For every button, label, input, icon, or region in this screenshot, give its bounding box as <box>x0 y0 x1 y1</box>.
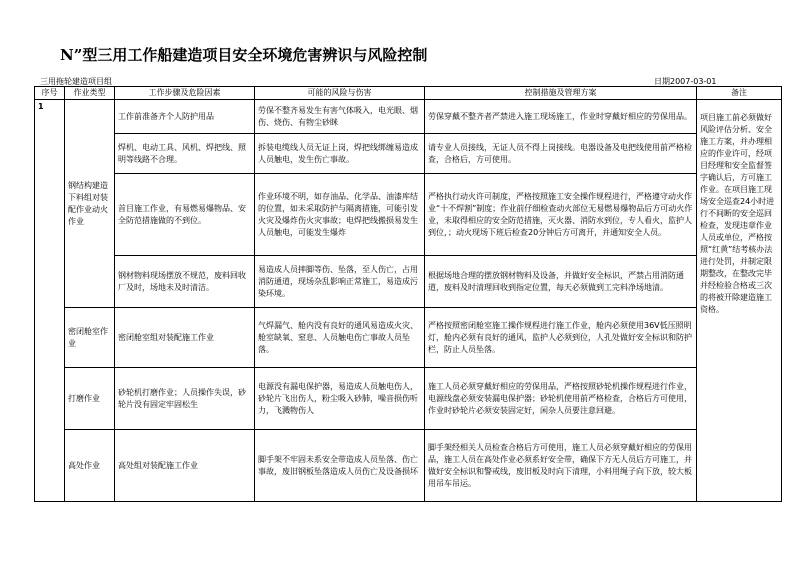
header-controls: 控制措施及管理方案 <box>425 87 697 100</box>
project-group-label: 三用拖轮建造项目组 <box>40 77 112 86</box>
risk-cell: 拆装电缆线人员无证上岗，焊把线绑缠易造成人员触电，发生伤亡事故。 <box>255 134 425 174</box>
risk-cell: 作业环境不明，如存油品、化学品、油漆库结的位置，如未采取防护与隔离措施，可能引发火灾及爆炸伤火灾事故；电焊把线搬损易发生人员触电，可能发生爆炸 <box>255 174 425 256</box>
table-row <box>35 308 782 368</box>
control-cell: 请专业人员接线，无证人员不得上岗接线。电器设备及电把线使用前严格检查，合格后，方可使用。 <box>425 134 697 174</box>
control-cell: 劳保穿戴不整齐者严禁进入施工现场施工，作业时穿戴好相应的劳保用品。 <box>425 100 697 134</box>
table-row <box>35 100 782 134</box>
category-height: 高处作业 <box>65 430 115 502</box>
header-risks: 可能的风险与伤害 <box>255 87 425 100</box>
category-confined: 密闭舱室作业 <box>65 308 115 368</box>
risk-table <box>34 86 782 502</box>
date-label: 日期2007-03-01 <box>654 77 717 86</box>
remark-cell: 项目施工前必须做好风险评估分析、安全施工方案，并办理相应的作业许可，经项目经理和安全监督签字确认后，方可施工作业。在项目施工现场安全巡查24小时进行不间断的安全巡回检查，发现违章作业人员或单位，严格按照“红黄”结考核办法进行处罚，并制定限期整改，在整改完毕并经检验合格或三次的将被开除建造施工资格。 <box>697 100 782 502</box>
table-header-row <box>35 87 782 100</box>
risk-cell: 气焊漏气、舱内没有良好的通风易造成火灾、舱室缺氧、窒息、人员触电伤亡事故人员坠落。 <box>255 308 425 368</box>
control-cell: 严格执行动火许可制度，严格按照施工安全操作规程进行，严格遵守动火作业“十不焊割”制度；作业前仔细检查动火部位无易燃易爆物品后方可动火作业，未取得相应的安全防范措施，灭火器、消防水到位，专人看火，监护人到位，；动火现场下班后检查20分钟后方可离开，并通知安全人员。 <box>425 174 697 256</box>
table-row <box>35 430 782 502</box>
category-grinding: 打磨作业 <box>65 368 115 430</box>
control-cell: 脚手架经相关人员检查合格后方可使用，施工人员必须穿戴好相应的劳保用品，施工人员在高处作业必须系好安全带，确保下方无人员后方可施工，并做好安全标识和警戒线，废旧板及时向下清理，小料用绳子向下放，较大板用吊车吊运。 <box>425 430 697 502</box>
category-steel: 钢结构建造下料组对装配作业动火作业 <box>65 100 115 308</box>
step-cell: 砂轮机打磨作业；人员操作失误，砂轮片没有固定牢固松生 <box>115 368 255 430</box>
header-no: 序号 <box>35 87 65 100</box>
page-title: N”型三用工作船建造项目安全环境危害辨识与风险控制 <box>60 46 428 64</box>
header-work-type: 作业类型 <box>65 87 115 100</box>
header-remark: 备注 <box>697 87 782 100</box>
row-number: 1 <box>35 100 65 502</box>
step-cell: 工作前准备齐个人防护用品 <box>115 100 255 134</box>
table-row <box>35 174 782 256</box>
step-cell: 首目施工作业，有易燃易爆物品、安全防范措施做的不到位。 <box>115 174 255 256</box>
risk-cell: 电源没有漏电保护器，易造成人员触电伤人，砂轮片飞出伤人，粉尘吸入砂肺，噪音损伤听力，飞溅物伤人 <box>255 368 425 430</box>
header-steps: 工作步骤及危险因素 <box>115 87 255 100</box>
step-cell: 密闭舱室组对装配施工作业 <box>115 308 255 368</box>
table-row <box>35 368 782 430</box>
risk-cell: 易造成人员摔脚等伤、坠落，至人伤亡，占用消防通道，现场杂乱影响正常施工，易造成污染环境。 <box>255 256 425 308</box>
step-cell: 焊机、电动工具、风机、焊把线、照明等线路不合理。 <box>115 134 255 174</box>
risk-cell: 脚手架不牢固未系安全带造成人员坠落、伤亡事故，废旧钢板坠落造成人员伤亡及设备损坏 <box>255 430 425 502</box>
step-cell: 钢材物料现场摆放不规范，废料回收厂及时，场地未及时清洁。 <box>115 256 255 308</box>
control-cell: 施工人员必须穿戴好相应的劳保用品，严格按照砂轮机操作规程进行作业，电源线盘必须安装漏电保护器；砂轮机使用前严格检查，合格后方可使用，作业时砂轮片必须安装固定好，闲杂人员要注意回避。 <box>425 368 697 430</box>
control-cell: 严格按照密闭舱室施工操作规程进行施工作业，舱内必须使用36V低压照明灯，舱内必须有良好的通风，监护人必须到位，人孔处做好安全标识和防护栏，防止人员坠落。 <box>425 308 697 368</box>
risk-cell: 劳保不整齐易发生有害气体吸入，电光眼、烟伤、烧伤、有物尘砂眯 <box>255 100 425 134</box>
step-cell: 高处组对装配施工作业 <box>115 430 255 502</box>
table-row <box>35 134 782 174</box>
table-row <box>35 256 782 308</box>
control-cell: 根据场地合理的摆放钢材物料及设备，并做好安全标识，严禁占用消防通道，废料及时清理回收到指定位置，每天必须做到工完料净场地清。 <box>425 256 697 308</box>
